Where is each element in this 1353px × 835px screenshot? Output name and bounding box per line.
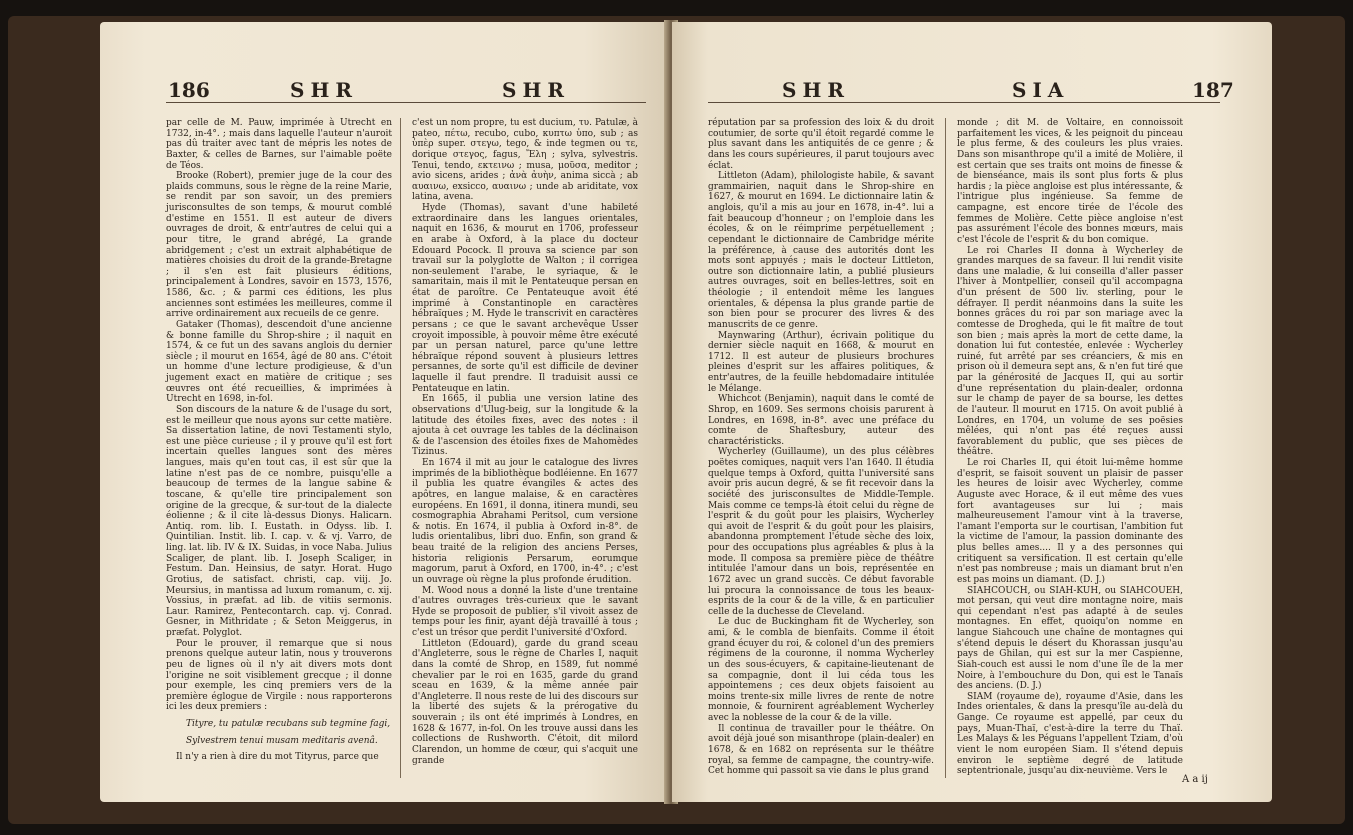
header-rule-left	[166, 102, 646, 103]
column-divider	[400, 118, 401, 778]
running-head-left-1: SHR	[290, 78, 358, 102]
paragraph: Brooke (Robert), premier juge de la cour des plaids communs, sous le règne de la reine Marie, se rendit par son savoir, un des premiers jurisconsultes de son temps, & mourut comblé d'estime en 1551. Il est auteur de divers ouvrages de droit, & entr'autres de celui qui a pour titre, le grand abrégé, La grande abridgement ; c'est un extrait alphabétique de matières choisies du droit de la grande-Bretagne ; il s'en est fait plusieurs éditions, principalement à Londres, savoir en 1573, 1576, 1586, &c. ; & parmi ces éditions, les plus anciennes sont estimées les meilleures, comme il arrive ordinairement aux recueils de ce genre.	[166, 171, 392, 320]
left-column-2	[412, 118, 638, 766]
left-page	[100, 22, 670, 802]
paragraph: En 1665, il publia une version latine des observations d'Ulug-beig, sur la longitude & la latitude des étoiles fixes, avec des notes : il ajouta à cet ouvrage les tables de la déclinaison & de l'ascension des étoiles fixes de Mahomèdes Tizinus.	[412, 394, 638, 458]
paragraph: SIAM (royaume de), royaume d'Asie, dans les Indes orientales, & dans la presqu'île au-delà du Gange. Ce royaume est appellé, par ceux du pays, Muan-Thaï, c'est-à-dire la terre du Thaï. Les Malays & les Péguans l'appellent Tziam, d'où vient le nom européen Siam. Il s'étend depuis environ le septième degré de latitude septentrionale, jusqu'au dix-neuvième. Vers le	[957, 691, 1183, 777]
paragraph: SIAHCOUCH, ou SIAH-KUH, ou SIAHCOUEH, mot persan, qui veut dire montagne noire, mais qui cependant n'est pas adapté à de seules montagnes. En effet, quoiqu'on nomme en langue Siahcouch une chaîne de montagnes qui s'étend depuis le désert du Khorassan jusqu'au pays de Ghilan, qui est sur la mer Caspienne, Siah-couch est aussi le nom d'une île de la mer Noire, à l'embouchure du Don, qui est le Tanaïs des anciens. (D. J.)	[957, 585, 1183, 692]
running-head-right-1: SHR	[782, 78, 850, 102]
paragraph: En 1674 il mit au jour le catalogue des livres imprimés de la bibliothèque bodléienne. En 1677 il publia les quatre évangiles & actes des apôtres, en langue malaise, & en caractères européens. En 1691, il donna, itinera mundi, seu cosmographia Abrahami Peritsol, cum versione & notis. En 1674, il publia à Oxford in-8°. de ludis orientalibus, libri duo. Enfin, son grand & beau traité de la religion des anciens Perses, historia religionis Persarum, eorumque magorum, parut à Oxford, en 1700, in-4°. ; c'est un ouvrage où règne la plus profonde érudition.	[412, 458, 638, 585]
paragraph: Hyde (Thomas), savant d'une habileté extraordinaire dans les langues orientales, naquit en 1636, & mourut en 1706, professeur en arabe à Oxford, à la place du docteur Edouard Pocock. Il prouva sa science par son travail sur la polyglotte de Walton ; il corrigea non-seulement l'arabe, le syriaque, & le samaritain, mais il mit le Pentateuque persan en état de paroître. Ce Pentateuque avoit été imprimé à Constantinople en caractères hébraïques ; M. Hyde le transcrivit en caractères persans ; ce que le savant archevêque Usser croyoit impossible, à pouvoir même être exécuté par un persan naturel, parce qu'une lettre hébraïque répond souvent à plusieurs lettres persannes, de sorte qu'il est difficile de deviner laquelle il faut prendre. Il traduisit aussi ce Pentateuque en latin.	[412, 203, 638, 394]
left-column-1	[166, 118, 392, 763]
paragraph: Le roi Charles II donna à Wycherley de grandes marques de sa faveur. Il lui rendit visite dans une maladie, & lui conseilla d'aller passer l'hiver à Montpellier, conseil qu'il accompagna d'un présent de 500 liv. sterling, pour le défrayer. Il perdit néanmoins dans la suite les bonnes grâces du roi par son mariage avec la comtesse de Drogheda, qui le fit maître de tout son bien ; mais après la mort de cette dame, la donation lui fut contestée, enlevée : Wycherley ruiné, fut arrêté par ses créanciers, & mis en prison où il demeura sept ans, & n'en fut tiré que par la générosité de Jacques II, qui au sortir d'une représentation du plain-dealer, ordonna sur le champ de payer de sa bourse, les dettes de l'auteur. Il mourut en 1715. On avoit publié à Londres, en 1704, un volume de ses poësies mêlées, qui n'ont pas été reçues aussi favorablement du public, que ses pièces de théâtre.	[957, 245, 1183, 458]
paragraph: monde ; dit M. de Voltaire, en connoissoit parfaitement les vices, & les peignoit du pinceau le plus ferme, & des couleurs les plus vraies. Dans son misanthrope qu'il a imité de Molière, il est certain que ses traits ont moins de finesse & de bienséance, mais ils sont plus forts & plus hardis ; la pièce angloise est plus intéressante, & l'intrigue plus ingénieuse. Sa femme de campagne, est encore tirée de l'école des femmes de Molière. Cette pièce angloise n'est pas assurément l'école des bonnes mœurs, mais c'est l'école de l'esprit & du bon comique.	[957, 118, 1183, 245]
running-head-right-2: SIA	[1012, 78, 1070, 102]
right-column-2	[957, 118, 1183, 777]
paragraph: Il n'y a rien à dire du mot Tityrus, parce que	[176, 752, 379, 763]
header-rule-right	[708, 102, 1220, 103]
paragraph: Littleton (Adam), philologiste habile, & savant grammairien, naquit dans le Shrop-shire en 1627, & mourut en 1694. Le dictionnaire latin & anglois, qu'il a mis au jour en 1678, in-4°. lui a fait beaucoup d'honneur ; on l'emploie dans les écoles, & on le réimprime perpétuellement ; cependant le dictionnaire de Cambridge mérite la préférence, à cause des autorités dont les mots sont appuyés ; mais le docteur Littleton, outre son dictionnaire latin, a publié plusieurs autres ouvrages, soit en belles-lettres, soit en théologie ; il entendoit même les langues orientales, & dépensa la plus grande partie de son bien pour se procurer des livres & des manuscrits de ce genre.	[708, 171, 934, 330]
paragraph: Whichcot (Benjamin), naquit dans le comté de Shrop, en 1609. Ses sermons choisis parurent à Londres, en 1698, in-8°. avec une préface du comte de Shaftesbury, auteur des charactéristicks.	[708, 394, 934, 447]
paragraph: Wycherley (Guillaume), un des plus célèbres poëtes comiques, naquit vers l'an 1640. Il étudia quelque temps à Oxford, quitta l'université sans avoir pris aucun degré, & se fit recevoir dans la société des jurisconsultes de Middle-Temple. Mais comme ce temps-là étoit celui du règne de l'esprit & du goût pour les plaisirs, Wycherley qui avoit de l'esprit & du goût pour les plaisirs, abandonna promptement l'étude sèche des loix, pour des occupations plus agréables & plus à la mode. Il composa sa première pièce de théâtre intitulée l'amour dans un bois, représentée en 1672 avec un grand succès. Ce début favorable lui procura la connoissance de tous les beaux-esprits de la cour & de la ville, & en particulier celle de la duchesse de Cleveland.	[708, 447, 934, 617]
page-number-left: 186	[168, 78, 210, 102]
signature-mark: A a ij	[1182, 774, 1208, 785]
verse-line: Tityre, tu patulæ recubans sub tegmine fagi,	[186, 719, 391, 729]
paragraph: Le roi Charles II, qui étoit lui-même homme d'esprit, se faisoit souvent un plaisir de passer les heures de loisir avec Wycherley, comme Auguste avec Horace, & il eut même des vues fort avantageuses sur lui ; mais malheureusement l'amour vint à la traverse, l'amant l'emporta sur le courtisan, l'ambition fut la victime de l'amour, la passion dominante des plus belles ames.... Il y a des personnes qui critiquent sa versification. Il est certain qu'elle n'est pas nombreuse ; mais un diamant brut n'en est pas moins un diamant. (D. J.)	[957, 458, 1183, 585]
paragraph: Il continua de travailler pour le théâtre. On avoit déjà joué son misanthrope (plain-dealer) en 1678, & en 1682 on représenta sur le théâtre royal, sa femme de campagne, the country-wife. Cet homme qui passoit sa vie dans le plus grand	[708, 723, 934, 777]
verse-line: Sylvestrem tenui musam meditaris avenâ.	[186, 735, 378, 746]
paragraph: par celle de M. Pauw, imprimée à Utrecht en 1732, in-4°. ; mais dans laquelle l'auteur n'auroit pas dû traiter avec tant de mépris les notes de Baxter, & celles de Barnes, sur l'aimable poëte de Téos.	[166, 118, 392, 171]
page-number-right: 187	[1192, 78, 1234, 102]
paragraph: Gataker (Thomas), descendoit d'une ancienne & bonne famille du Shrop-shire ; il naquit en 1574, & ce fut un des savans anglois du dernier siècle ; il mourut en 1654, âgé de 80 ans. C'étoit un homme d'une lecture prodigieuse, & d'un jugement exact en matière de critique ; ses œuvres ont été recueillies, & imprimées à Utrecht en 1698, in-fol.	[166, 319, 392, 405]
paragraph: Littleton (Edouard), garde du grand sceau d'Angleterre, sous le règne de Charles I, naquit dans la comté de Shrop, en 1589, fut nommé chevalier par le roi en 1635, garde du grand sceau en 1639, & la même année pair d'Angleterre. Il nous reste de lui des discours sur la liberté des sujets & la prérogative du souverain ; ils ont été imprimés à Londres, en 1628 & 1677, in-fol. On les trouve aussi dans les collections de Rushworth. C'étoit, dit milord Clarendon, un homme de cœur, qui s'acquit une grande	[412, 638, 638, 766]
right-page	[672, 22, 1272, 802]
paragraph: Pour le prouver, il remarque que si nous prenons quelque auteur latin, nous y trouverons peu de lignes où il n'y ait divers mots dont l'origine ne soit visiblement grecque ; il donne pour exemple, les cinq premiers vers de la première églogue de Virgile : nous rapporterons ici les deux premiers :	[166, 638, 392, 713]
right-column-1	[708, 118, 934, 777]
paragraph: Le duc de Buckingham fit de Wycherley, son ami, & le combla de bienfaits. Comme il étoit grand écuyer du roi, & colonel d'un des premiers régimens de la couronne, il nomma Wycherley un des sous-écuyers, & capitaine-lieutenant de sa compagnie, dont il lui céda tous les appointemens ; ces deux objets faisoient au moins trente-six mille livres de rente de notre monnoie, & fournirent agréablement Wycherley avec la noblesse de la cour & de la ville.	[708, 617, 934, 723]
paragraph: c'est un nom propre, tu est ducium, τυ. Patulæ, à pateo, πέτω, recubo, cubo, κυπτω ὑπο, sub ; as ὑπὲρ super. στεγω, tego, & inde tegmen ou τε, dorique στεγος, fagus, Ἔλη ; sylva, sylvestris. Tenui, tendo, εκτεινω ; musa, μοῦσα, meditor ; avio sicens, arides ; ἀνὰ ἀυὴν, anima siccà ; ab αυαινω, exsicco, αυαινω ; unde ab ariditate, vox latina, avena.	[412, 118, 638, 203]
paragraph: réputation par sa profession des loix & du droit coutumier, de sorte qu'il étoit regardé comme le plus savant dans les antiquités de ce genre ; & dans les cours supérieures, il parut toujours avec éclat.	[708, 118, 934, 171]
paragraph: M. Wood nous a donné la liste d'une trentaine d'autres ouvrages très-curieux que le savant Hyde se proposoit de publier, s'il vivoit assez de temps pour les finir, ayant déjà travaillé à tous ; c'est un trésor que perdit l'université d'Oxford.	[412, 585, 638, 638]
column-divider	[945, 118, 946, 778]
running-head-left-2: SHR	[502, 78, 570, 102]
paragraph: Son discours de la nature & de l'usage du sort, est le meilleur que nous ayons sur cette matière. Sa dissertation latine, de novi Testamenti stylo, est une pièce curieuse ; il y prouve qu'il est fort incertain quelles langues sont des mères langues, mais qu'en tout cas, il est sûr que la latine n'est pas de ce nombre, puisqu'elle a beaucoup de termes de la langue sabine & toscane, & qu'elle tire principalement son origine de la grecque, & sur-tout de la dialecte éolienne ; & il cite là-dessus Dionys. Halicarn. Antiq. rom. lib. I. Eustath. in Odyss. lib. I. Quintilian. Instit. lib. I. cap. v. & vj. Varro, de ling. lat. lib. IV & IX. Suidas, in voce Naba. Julius Scaliger, de plant. lib. I. Joseph Scaliger, in Festum. Dan. Heinsius, de satyr. Horat. Hugo Grotius, de satisfact. christi, cap. viij. Jo. Meursius, in mantissa ad luxum romanum, c. xij. Vossius, in præfat. ad lib. de vitiis sermonis. Laur. Ramirez, Pentecontarch. cap. vj. Conrad. Gesner, in Mithridate ; & Seton Meiggerus, in præfat. Polyglot.	[166, 404, 392, 638]
paragraph: Maynwaring (Arthur), écrivain politique du dernier siècle naquit en 1668, & mourut en 1712. Il est auteur de plusieurs brochures pleines d'esprit sur les affaires politiques, & entr'autres, de la feuille hebdomadaire intitulée le Mélange.	[708, 330, 934, 394]
